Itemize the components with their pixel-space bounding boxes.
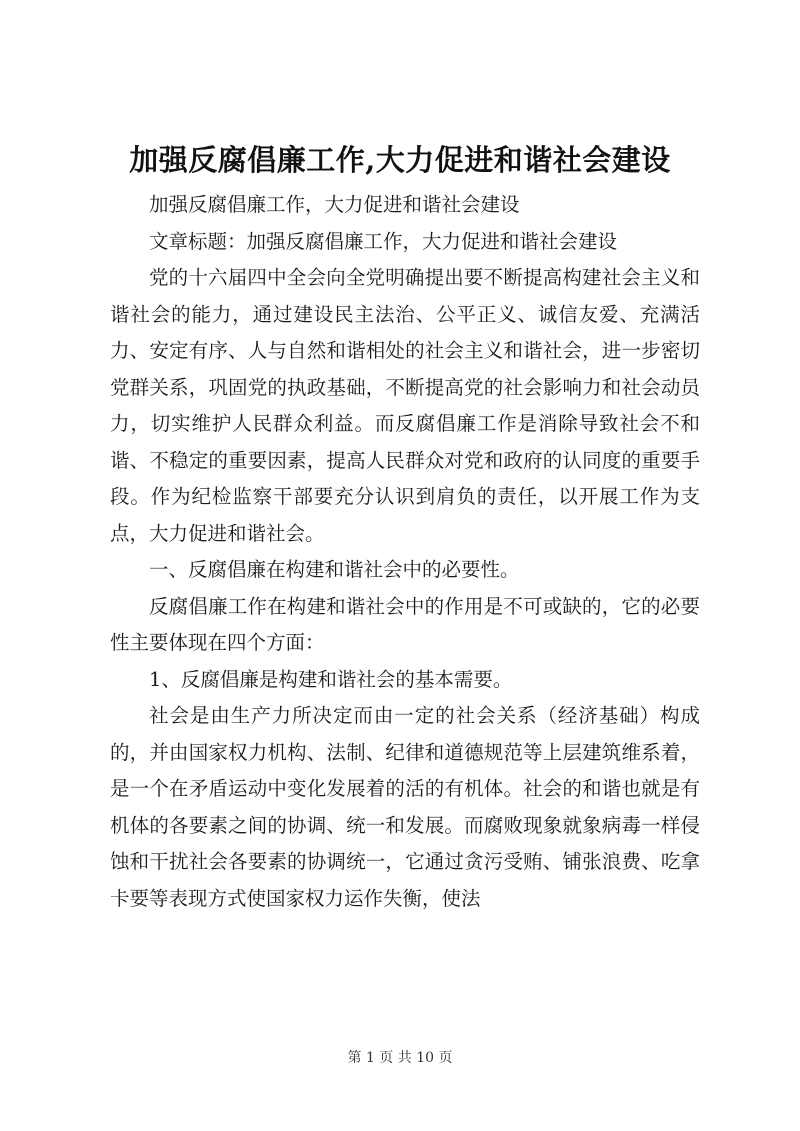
paragraph-subtitle: 加强反腐倡廉工作，大力促进和谐社会建设 xyxy=(149,193,520,216)
paragraph-society: 社会是由生产力所决定而由一定的社会关系（经济基础）构成的，并由国家权力机构、法制、纪律和道德规范等上层建筑维系着，是一个在矛盾运动中变化发展着的活的有机体。社会的和谐也就是有机体的各要素之间的协调、统一和发展。而腐败现象就象病毒一样侵蚀和干扰社会各要素的协调统一，它通过贪污受贿、铺张浪费、吃拿卡要等表现方式使国家权力运作失衡，使法 xyxy=(110,704,700,910)
section-heading-1: 一、反腐倡廉在构建和谐社会中的必要性。 xyxy=(149,558,520,581)
paragraph-necessity: 反腐倡廉工作在构建和谐社会中的作用是不可或缺的，它的必要性主要体现在四个方面： xyxy=(110,594,700,654)
paragraph-article-title: 文章标题：加强反腐倡廉工作，大力促进和谐社会建设 xyxy=(149,229,618,253)
document-title: 加强反腐倡廉工作,大力促进和谐社会建设 xyxy=(129,143,671,177)
subsection-heading-1: 1、反腐倡廉是构建和谐社会的基本需要。 xyxy=(149,667,513,691)
document-body xyxy=(110,187,700,917)
page-footer: 第 1 页 共 10 页 xyxy=(347,1050,453,1066)
paragraph-intro: 党的十六届四中全会向全党明确提出要不断提高构建社会主义和谐社会的能力，通过建设民主法治、公平正义、诚信友爱、充满活力、安定有序、人与自然和谐相处的社会主义和谐社会，进一步密切党群关系，巩固党的执政基础，不断提高党的社会影响力和社会动员力，切实维护人民群众利益。而反腐倡廉工作是消除导致社会不和谐、不稳定的重要因素，提高人民群众对党和政府的认同度的重要手段。作为纪检监察干部要充分认识到肩负的责任，以开展工作为支点，大力促进和谐社会。 xyxy=(110,266,700,545)
